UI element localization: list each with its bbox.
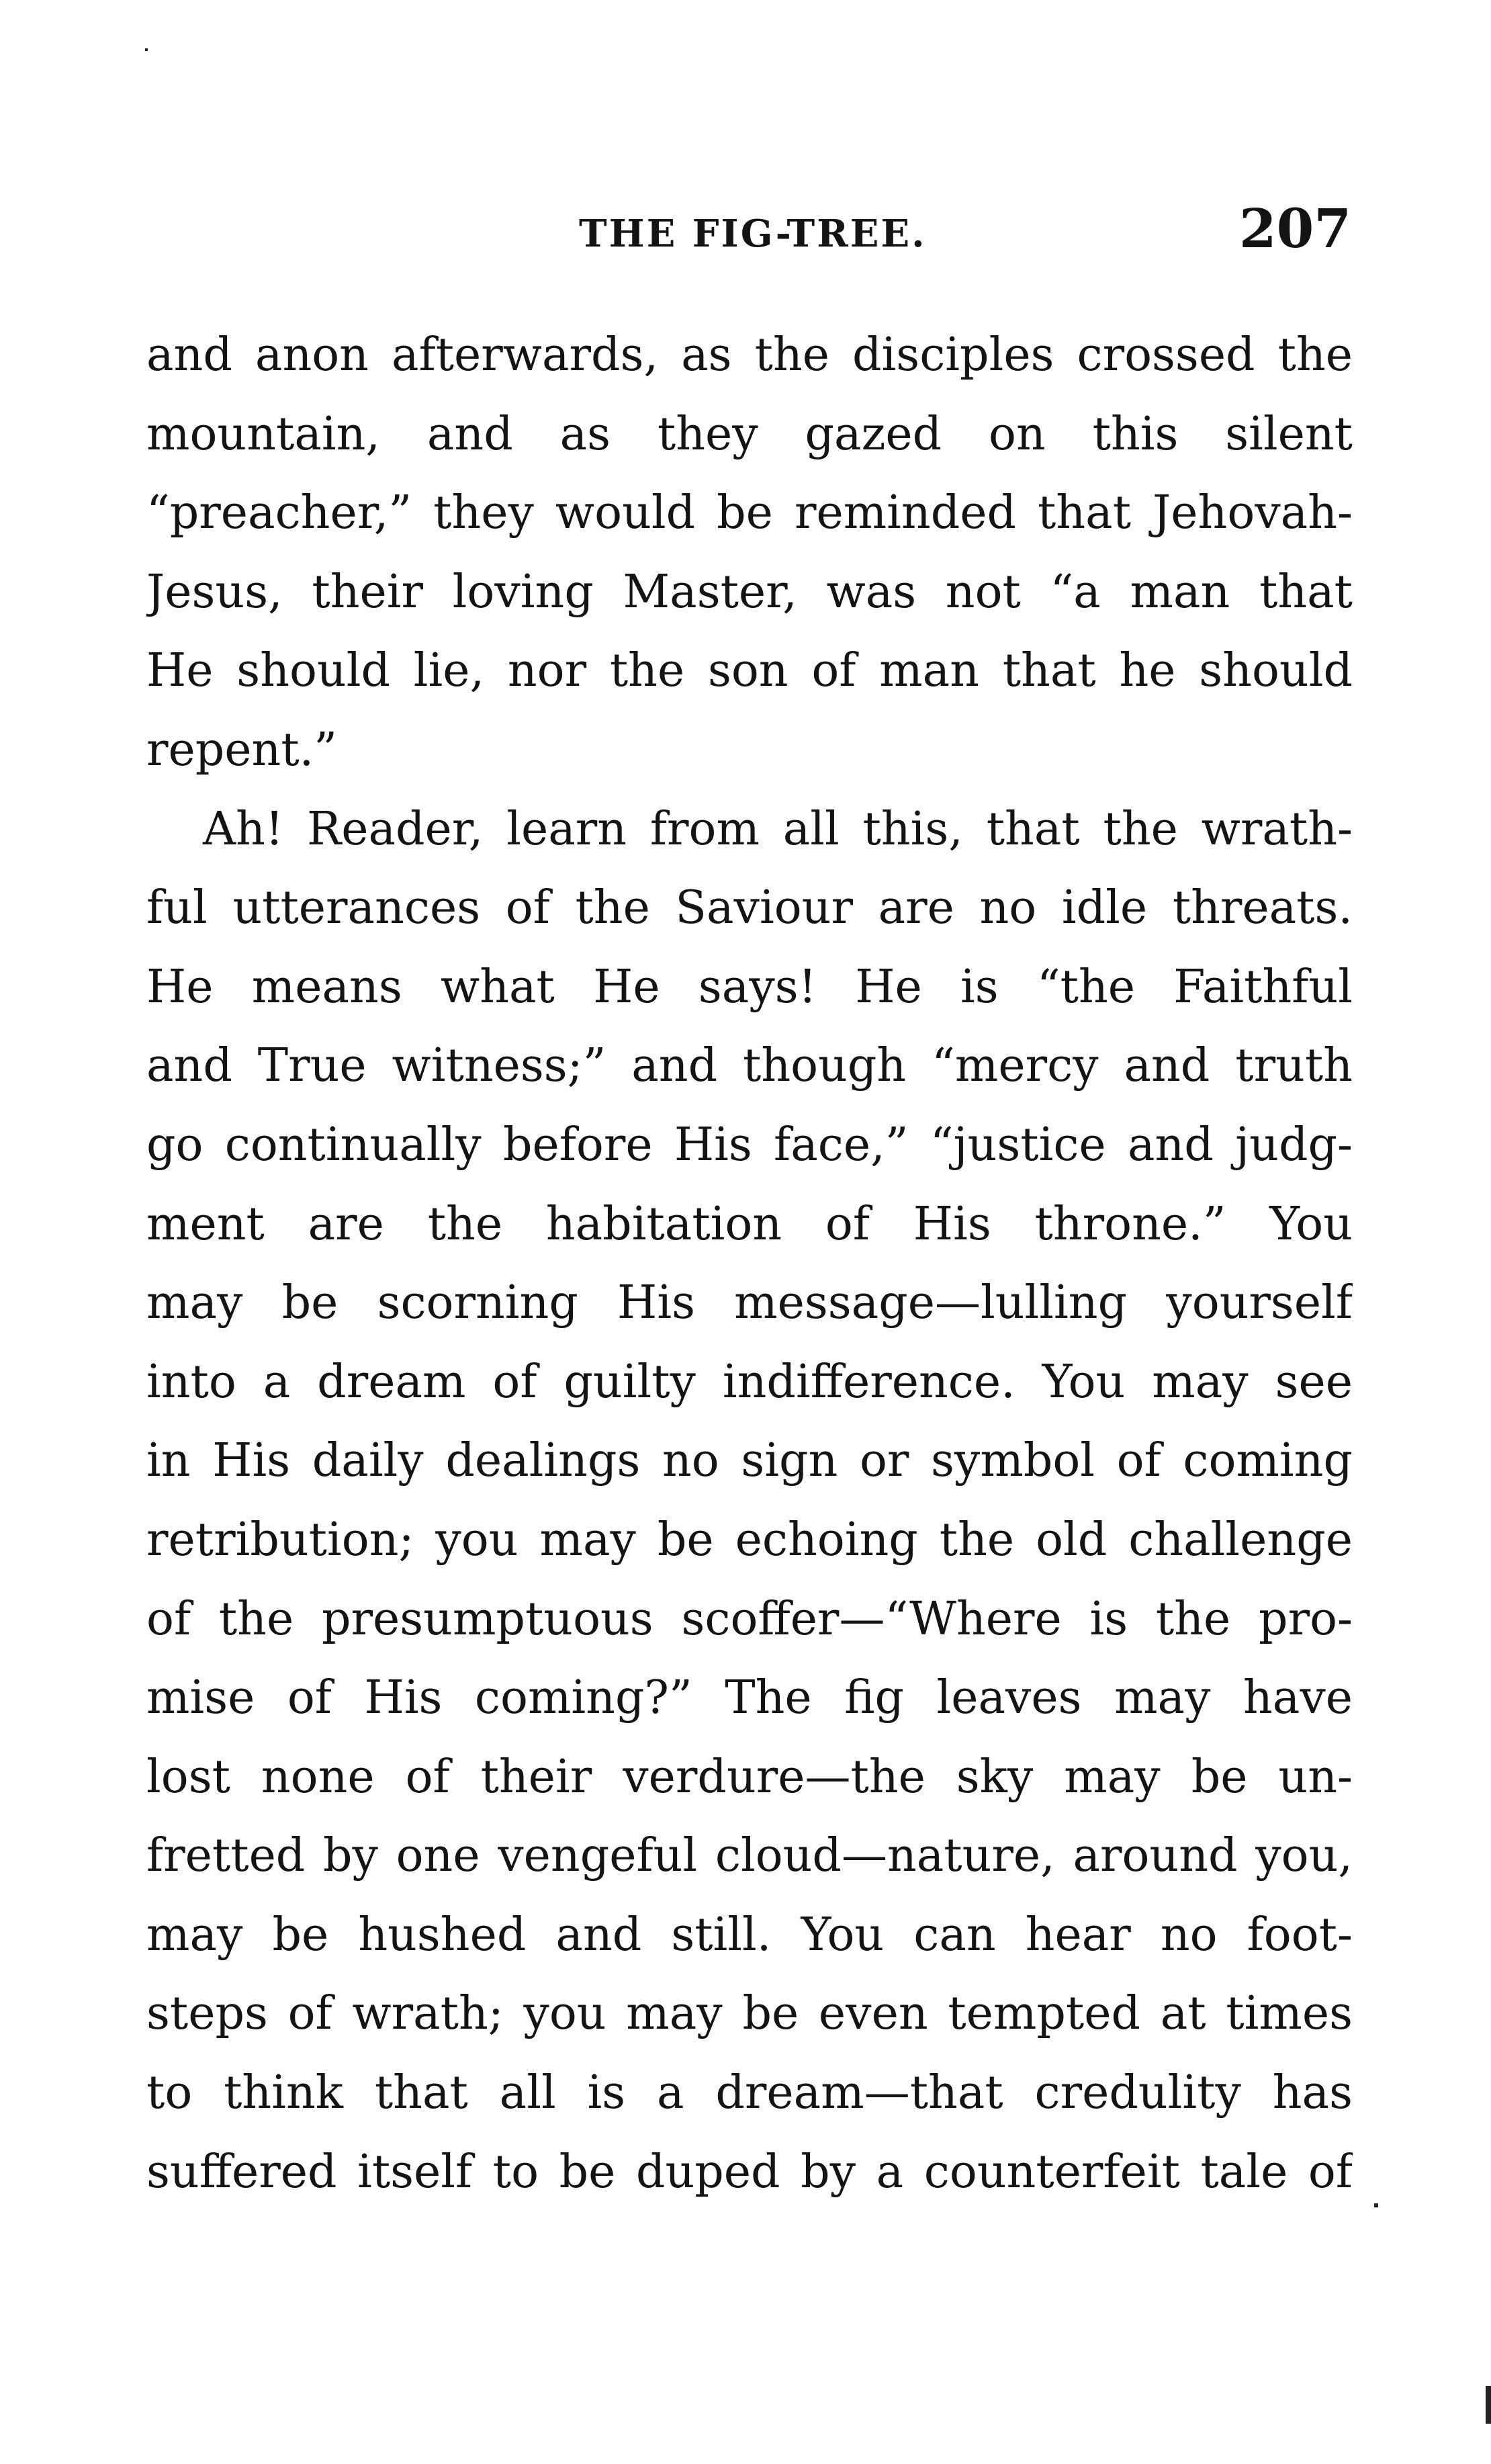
text-line: mise of His coming?” The fig leaves may have	[146, 1671, 1353, 1725]
text-line: Ah! Reader, learn from all this, that the wrath-	[203, 802, 1353, 856]
text-line: repent.”	[146, 723, 338, 777]
ink-speck	[145, 48, 148, 51]
text-line: steps of wrath; you may be even tempted at times	[146, 1987, 1353, 2041]
text-line: may be scorning His message—lulling yourself	[146, 1276, 1353, 1330]
page-header	[149, 191, 1351, 265]
paragraph-1	[146, 316, 1353, 790]
text-line: and anon afterwards, as the disciples crossed the	[146, 328, 1353, 382]
text-line: mountain, and as they gazed on this silent	[146, 407, 1353, 461]
text-line: retribution; you may be echoing the old challenge	[146, 1513, 1353, 1567]
text-line: may be hushed and still. You can hear no foot-	[146, 1908, 1353, 1962]
text-line: ful utterances of the Saviour are no idle threats.	[146, 881, 1353, 935]
text-line: into a dream of guilty indifference. You may see	[146, 1355, 1353, 1409]
ink-speck	[1374, 2203, 1378, 2207]
text-line: of the presumptuous scoffer—“Where is the pro-	[146, 1592, 1353, 1646]
text-line: “preacher,” they would be reminded that Jehovah-	[146, 486, 1353, 540]
text-line: in His daily dealings no sign or symbol of coming	[146, 1434, 1353, 1488]
text-line: fretted by one vengeful cloud—nature, around you,	[146, 1829, 1353, 1883]
text-line: suffered itself to be duped by a counterfeit tale of	[146, 2145, 1353, 2199]
edge-mark	[1486, 2386, 1491, 2424]
page-number: 207	[1239, 197, 1351, 260]
text-line: ment are the habitation of His throne.” You	[146, 1197, 1353, 1251]
text-line: and True witness;” and though “mercy and truth	[146, 1039, 1353, 1093]
text-line: to think that all is a dream—that credulity has	[146, 2066, 1353, 2120]
paragraph-2	[146, 790, 1353, 2212]
running-title: THE FIG-TREE.	[579, 212, 927, 256]
text-line: He should lie, nor the son of man that he should	[146, 644, 1353, 698]
text-line: go continually before His face,” “justice and judg-	[146, 1118, 1353, 1172]
text-line: lost none of their verdure—the sky may be un-	[146, 1750, 1353, 1804]
text-line: Jesus, their loving Master, was not “a man that	[146, 565, 1353, 619]
body-text	[146, 316, 1353, 2211]
text-line: He means what He says! He is “the Faithful	[146, 960, 1353, 1014]
